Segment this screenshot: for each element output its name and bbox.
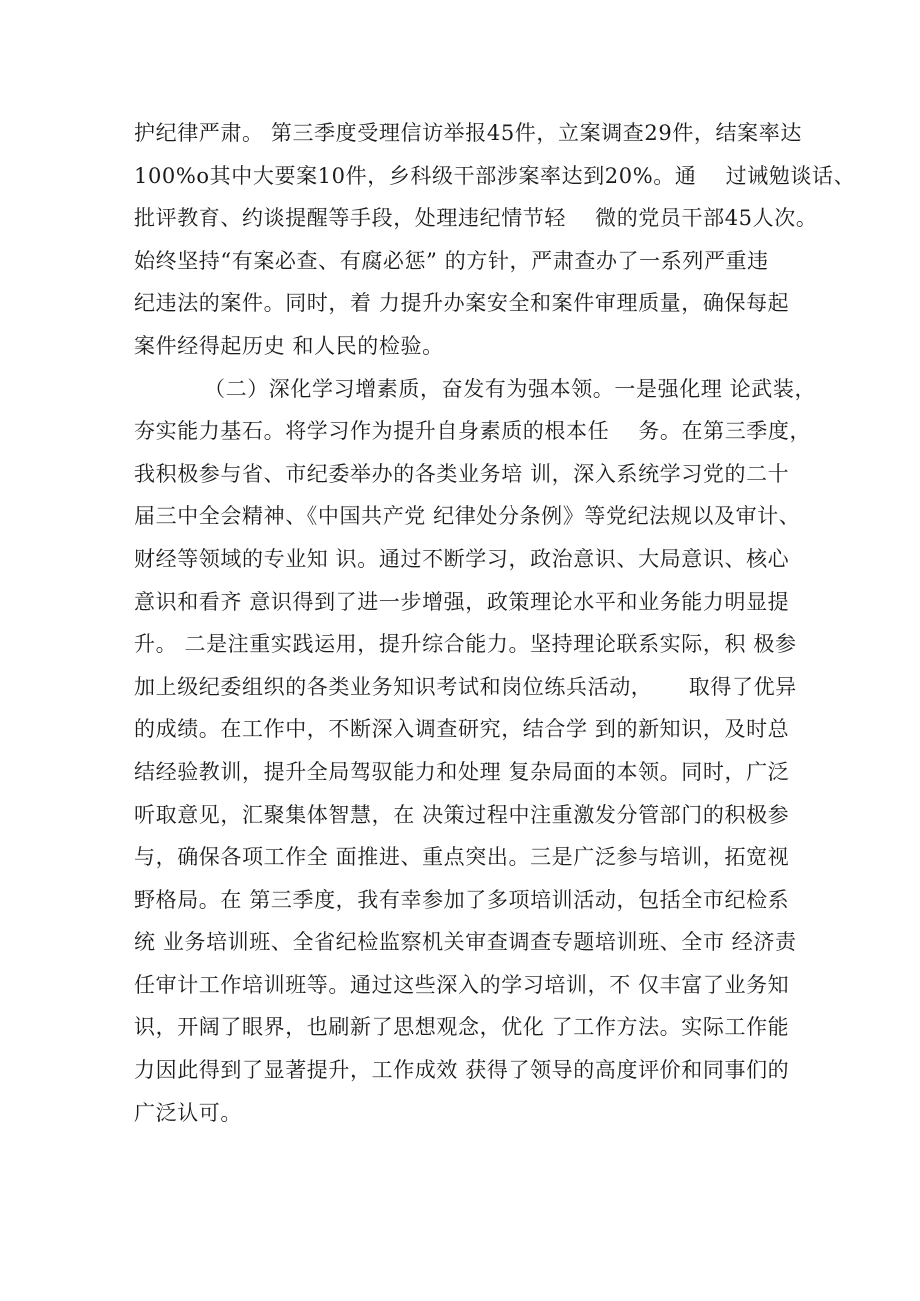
text-line: 与，确保各项工作全 面推进、重点突出。三是广泛参与培训，拓宽视 xyxy=(134,845,790,870)
text-line: 听取意见，汇聚集体智慧，在 决策过程中注重激发分管部门的积极参 xyxy=(134,802,790,827)
text-line: 识，开阔了眼界，也刷新了思想观念，优化 了工作方法。实际工作能 xyxy=(134,1015,790,1040)
text-line: 加上级纪委组织的各类业务知识考试和岗位练兵活动， 取得了优异 xyxy=(134,674,797,699)
text-line: 野格局。在 第三季度，我有幸参加了多项培训活动，包括全市纪检系 xyxy=(134,887,790,912)
text-line: 我积极参与省、市纪委举办的各类业务培 训，深入系统学习党的二十 xyxy=(134,461,790,486)
text-line: 任审计工作培训班等。通过这些深入的学习培训，不 仅丰富了业务知 xyxy=(134,972,790,997)
text-line: 财经等领域的专业知 识。通过不断学习，政治意识、大局意识、核心 xyxy=(134,546,790,571)
text-line: 纪违法的案件。同时，着 力提升办案安全和案件审理质量，确保每起 xyxy=(134,291,790,316)
text-line: 力因此得到了显著提升，工作成效 获得了领导的高度评价和同事们的 xyxy=(134,1058,790,1083)
text-line: 护纪律严肃。 第三季度受理信访举报45件，立案调查29件，结案率达 xyxy=(134,121,802,145)
text-line: 始终坚持“有案必查、有腐必惩” 的方针，严肃查办了一系列严重违 xyxy=(134,248,769,273)
text-line: 夯实能力基石。将学习作为提升自身素质的根本任 务。在第三季度， xyxy=(134,419,812,444)
text-line: 100%o其中大要案10件，乡科级干部涉案率达到20%。通 过诫勉谈话、 xyxy=(134,163,856,188)
text-line: 统 业务培训班、全省纪检监察机关审查调查专题培训班、全市 经济责 xyxy=(134,930,797,955)
text-line: 届三中全会精神、《中国共产党 纪律处分条例》等党纪法规以及审计、 xyxy=(134,504,801,529)
text-line: 意识和看齐 意识得到了进一步增强，政策理论水平和业务能力明显提 xyxy=(134,589,790,614)
body-text xyxy=(134,112,856,1134)
text-line: （二）深化学习增素质，奋发有为强本领。一是强化理 论武装， xyxy=(204,376,817,401)
text-line: 批评教育、约谈提醒等手段，处理违纪情节轻 微的党员干部45人次。 xyxy=(134,206,818,231)
text-line: 广泛认可。 xyxy=(134,1100,242,1125)
text-line: 结经验教训，提升全局驾驭能力和处理 复杂局面的本领。同时，广泛 xyxy=(134,759,790,784)
text-line: 的成绩。在工作中，不断深入调查研究，结合学 到的新知识，及时总 xyxy=(134,717,790,742)
text-line: 案件经得起历史 和人民的检验。 xyxy=(134,333,444,358)
text-line: 升。 二是注重实践运用，提升综合能力。坚持理论联系实际，积 极参 xyxy=(134,632,797,657)
